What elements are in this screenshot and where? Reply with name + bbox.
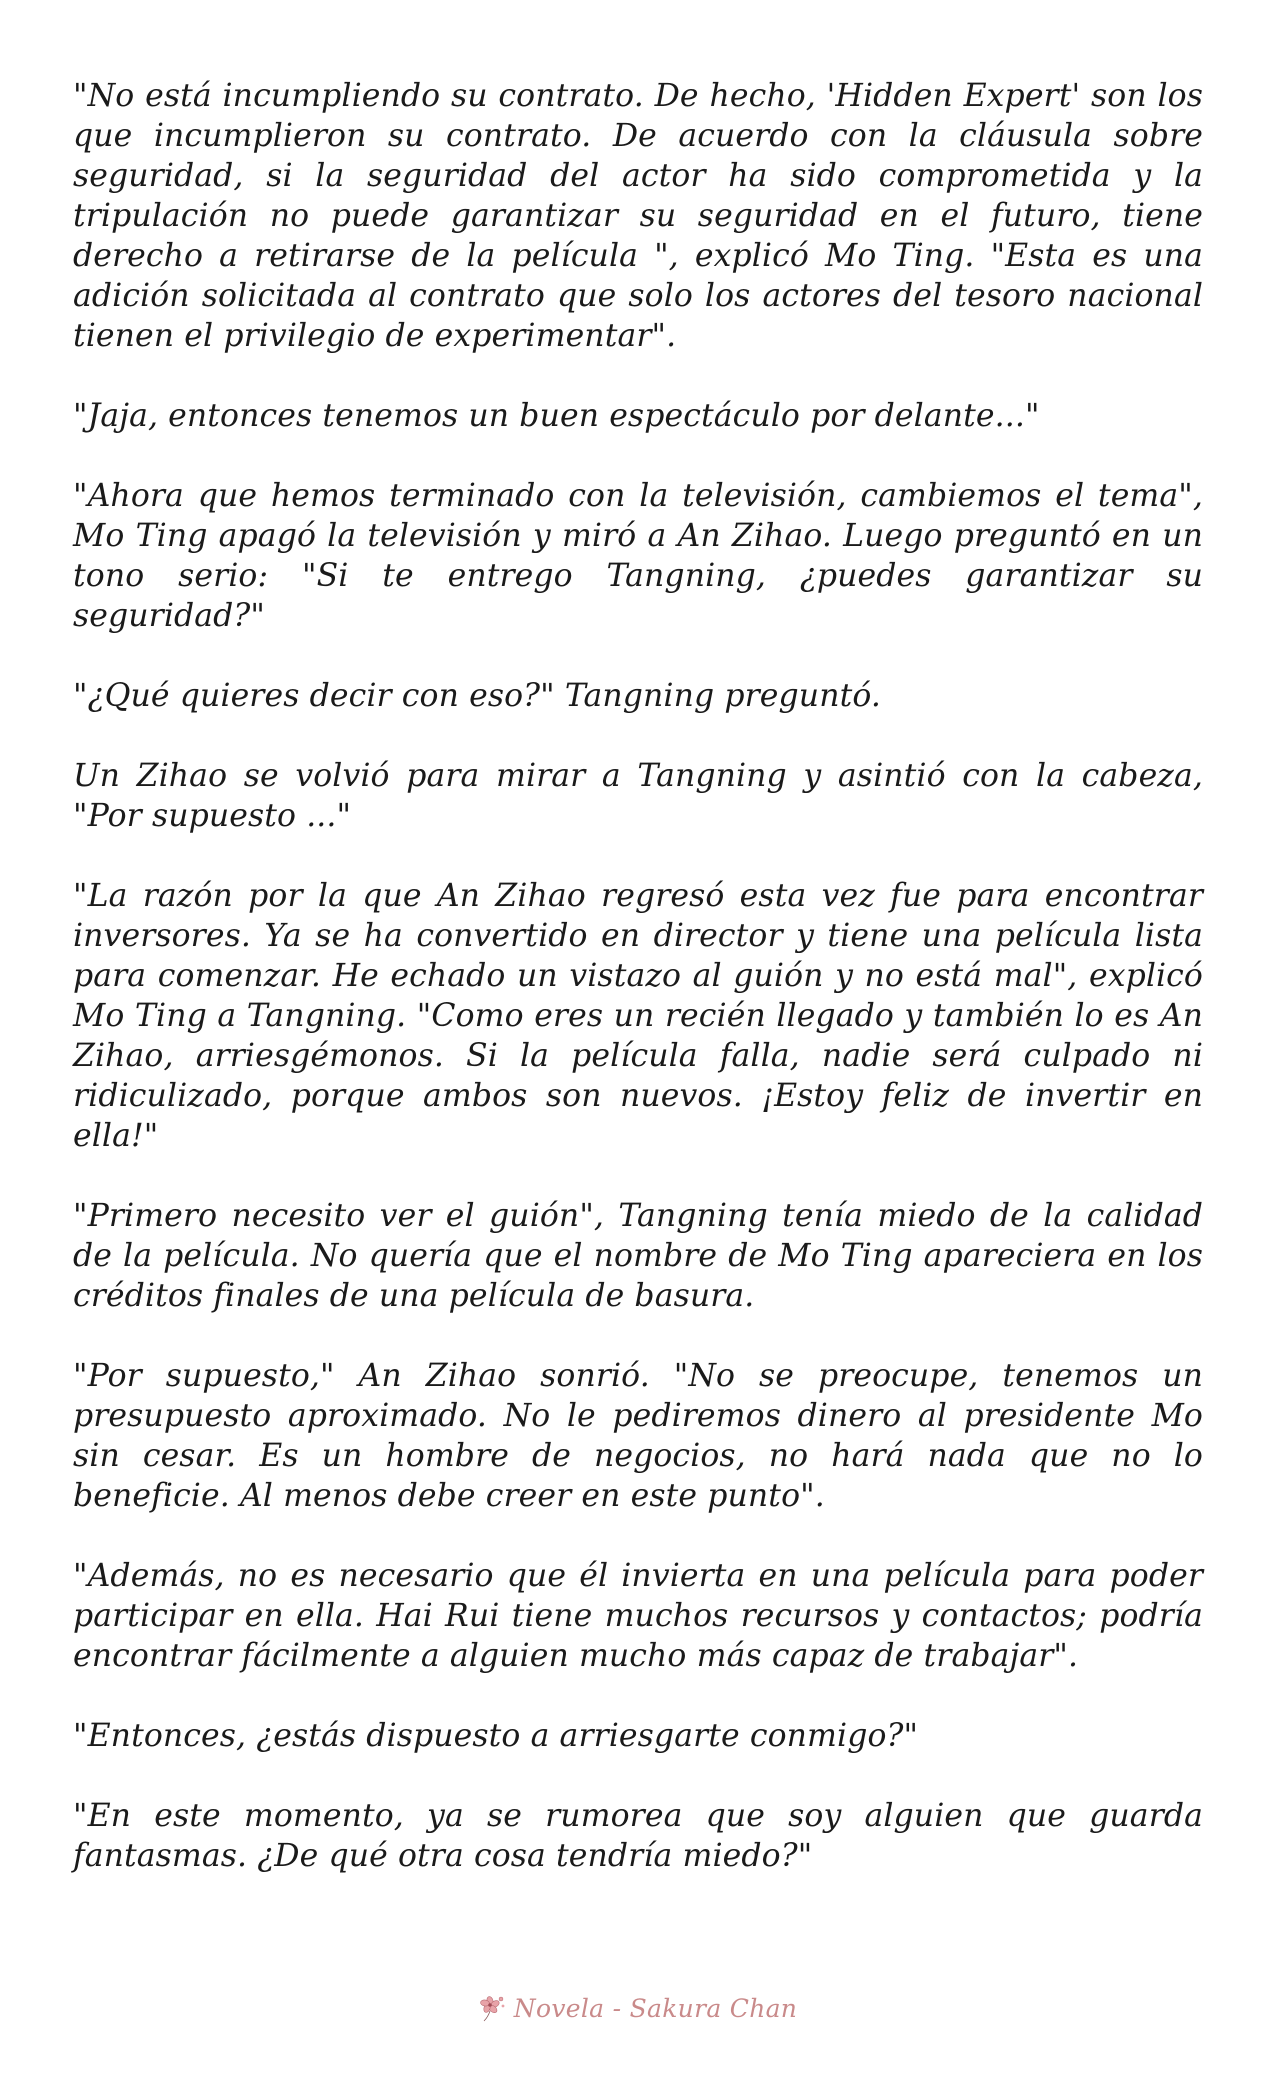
paragraph-4: "¿Qué quieres decir con eso?" Tangning preguntó. <box>73 678 881 714</box>
document-body <box>73 76 1203 1916</box>
paragraph-5: Un Zihao se volvió para mirar a Tangning y asintió con la cabeza, "Por supuesto ..." <box>73 758 1203 834</box>
paragraph-7: "Primero necesito ver el guión", Tangning tenía miedo de la calidad de la película. No quería que el nombre de Mo Ting apareciera en los créditos finales de una película de basura. <box>73 1198 1203 1314</box>
paragraph-9: "Además, no es necesario que él invierta en una película para poder participar en ella. Hai Rui tiene muchos recursos y contactos; podría encontrar fácilmente a alguien mucho más capaz de trabajar". <box>73 1558 1203 1674</box>
paragraph-3: "Ahora que hemos terminado con la televisión, cambiemos el tema", Mo Ting apagó la televisión y miró a An Zihao. Luego preguntó en un tono serio: "Si te entrego Tangning, ¿puedes garantizar su seguridad?" <box>73 478 1203 634</box>
footer-watermark <box>0 1988 1275 2028</box>
sakura-flower-icon <box>478 1993 508 2023</box>
paragraph-6: "La razón por la que An Zihao regresó esta vez fue para encontrar inversores. Ya se ha convertido en director y tiene una película lista para comenzar. He echado un vistazo al guión y no está mal", explicó Mo Ting a Tangning. "Como eres un recién llegado y también lo es An Zihao, arriesgémonos. Si la película falla, nadie será culpado ni ridiculizado, porque ambos son nuevos. ¡Estoy feliz de invertir en ella!" <box>73 878 1203 1154</box>
footer-text: Novela - Sakura Chan <box>513 1993 798 2023</box>
footer-inner <box>478 1993 797 2023</box>
paragraph-2: "Jaja, entonces tenemos un buen espectáculo por delante..." <box>73 398 1040 434</box>
paragraph-8: "Por supuesto," An Zihao sonrió. "No se preocupe, tenemos un presupuesto aproximado. No le pediremos dinero al presidente Mo sin cesar. Es un hombre de negocios, no hará nada que no lo beneficie. Al menos debe creer en este punto". <box>73 1358 1203 1514</box>
paragraph-1: "No está incumpliendo su contrato. De hecho, 'Hidden Expert' son los que incumplieron su contrato. De acuerdo con la cláusula sobre seguridad, si la seguridad del actor ha sido comprometida y la tripulación no puede garantizar su seguridad en el futuro, tiene derecho a retirarse de la película ", explicó Mo Ting. "Esta es una adición solicitada al contrato que solo los actores del tesoro nacional tienen el privilegio de experimentar". <box>73 78 1203 354</box>
paragraph-11: "En este momento, ya se rumorea que soy alguien que guarda fantasmas. ¿De qué otra cosa tendría miedo?" <box>73 1798 1203 1874</box>
paragraph-10: "Entonces, ¿estás dispuesto a arriesgarte conmigo?" <box>73 1718 919 1754</box>
